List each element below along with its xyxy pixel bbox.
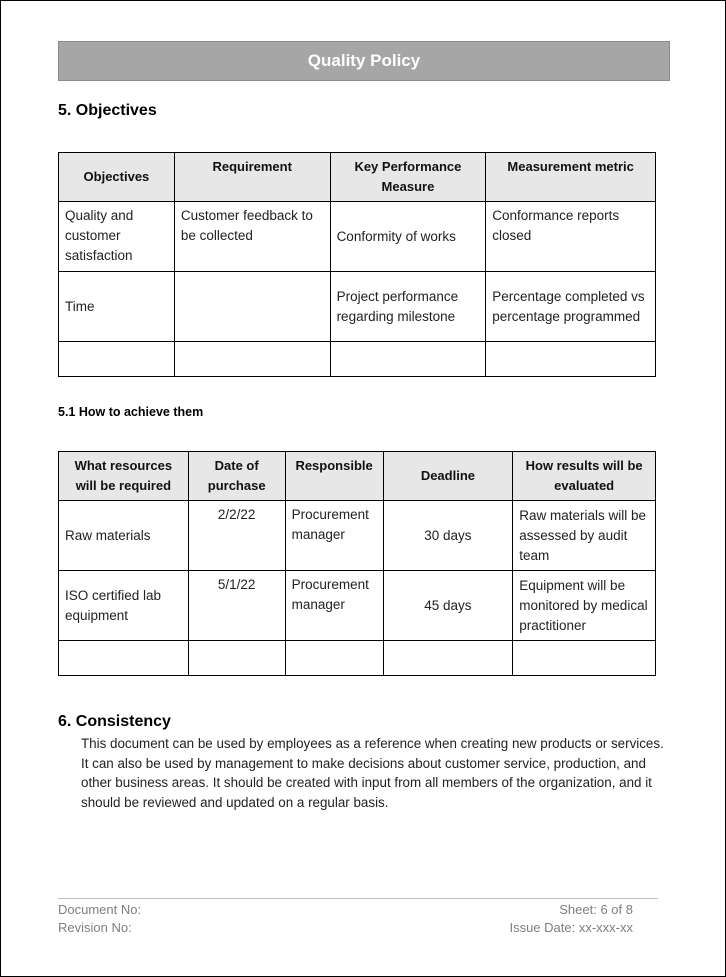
table-header-row — [59, 153, 656, 202]
footer-document-no: Document No: — [58, 902, 142, 917]
table-header-cell: Requirement — [174, 153, 330, 202]
page-title: Quality Policy — [307, 51, 421, 70]
resources-table — [58, 451, 656, 676]
table-row — [59, 342, 656, 377]
page-title-banner — [58, 41, 670, 81]
table-header-cell: Measurement metric — [486, 153, 656, 202]
table-cell — [285, 641, 383, 676]
table-header-cell: Objectives — [59, 153, 175, 202]
table-header-cell: Responsible — [285, 452, 383, 501]
table-cell: Percentage completed vs percentage programmed — [486, 272, 656, 342]
table-cell: Conformity of works — [330, 202, 486, 272]
table-cell: Project performance regarding milestone — [330, 272, 486, 342]
table-cell: 30 days — [383, 501, 513, 571]
table-cell: Raw materials — [59, 501, 189, 571]
table-header-cell: What resources will be required — [59, 452, 189, 501]
table-cell — [59, 342, 175, 377]
table-cell: Conformance reports closed — [486, 202, 656, 272]
table-cell: Equipment will be monitored by medical practitioner — [513, 571, 656, 641]
table-header-row — [59, 452, 656, 501]
table-cell: 2/2/22 — [188, 501, 285, 571]
table-cell: 45 days — [383, 571, 513, 641]
table-cell: Procurement manager — [285, 571, 383, 641]
table-cell: 5/1/22 — [188, 571, 285, 641]
table-cell: Customer feedback to be collected — [174, 202, 330, 272]
table-cell — [513, 641, 656, 676]
table-row — [59, 501, 656, 571]
table-cell: Time — [59, 272, 175, 342]
table-row — [59, 641, 656, 676]
table-cell — [383, 641, 513, 676]
table-cell — [330, 342, 486, 377]
subsection-heading-how-to-achieve: 5.1 How to achieve them — [58, 405, 204, 419]
table-cell — [486, 342, 656, 377]
section-heading-consistency: 6. Consistency — [58, 713, 171, 730]
table-cell: Quality and customer satisfaction — [59, 202, 175, 272]
footer-issue-date: Issue Date: xx-xxx-xx — [509, 920, 633, 935]
footer-revision-no: Revision No: — [58, 920, 132, 935]
footer-divider — [58, 898, 658, 899]
table-cell: ISO certified lab equipment — [59, 571, 189, 641]
objectives-table — [58, 152, 656, 377]
table-row — [59, 571, 656, 641]
table-cell: Procurement manager — [285, 501, 383, 571]
table-header-cell: Date of purchase — [188, 452, 285, 501]
table-cell — [188, 641, 285, 676]
table-row — [59, 272, 656, 342]
table-cell — [174, 342, 330, 377]
table-header-cell: How results will be evaluated — [513, 452, 656, 501]
footer-sheet: Sheet: 6 of 8 — [559, 902, 633, 917]
table-row — [59, 202, 656, 272]
table-header-cell: Key Performance Measure — [330, 153, 486, 202]
table-cell — [174, 272, 330, 342]
table-cell — [59, 641, 189, 676]
table-cell: Raw materials will be assessed by audit team — [513, 501, 656, 571]
section-heading-objectives: 5. Objectives — [58, 102, 157, 119]
table-header-cell: Deadline — [383, 452, 513, 501]
consistency-paragraph: This document can be used by employees as a reference when creating new products or services. It can also be used by management to make decisions about customer service, production, and other business areas. It should be created with input from all members of the organization, and it should be reviewed and updated on a regular basis. — [81, 736, 664, 810]
